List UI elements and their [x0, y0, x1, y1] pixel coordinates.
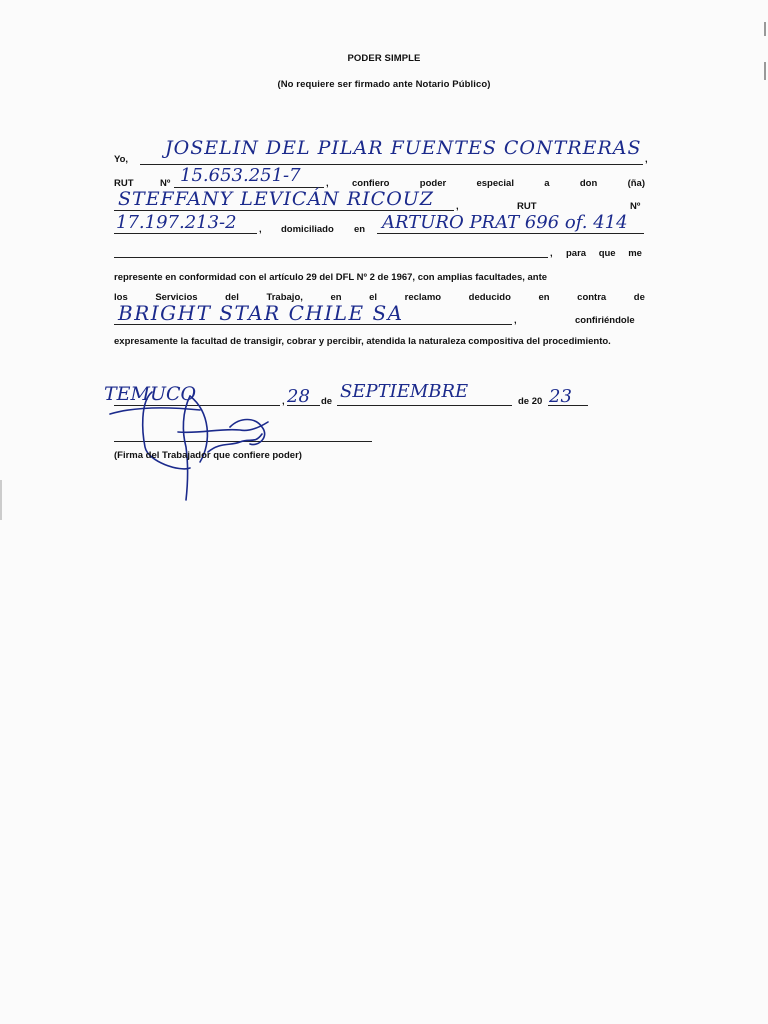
paragraph-expresamente: expresamente la facultad de transigir, cobrar y percibir, atendida la naturaleza compositiva del procedimiento.	[114, 336, 611, 347]
word: Servicios	[155, 292, 198, 303]
comma: ,	[282, 396, 285, 407]
comma: ,	[259, 224, 262, 235]
scan-edge-mark	[0, 480, 2, 520]
agent-name-handwritten: STEFFANY LEVICÁN RICOUZ	[118, 188, 434, 210]
agent-rut-handwritten: 17.197.213-2	[116, 212, 237, 233]
word: de	[633, 292, 645, 303]
address-handwritten: ARTURO PRAT 696 of. 414	[382, 212, 628, 233]
comma: ,	[550, 248, 553, 259]
year-handwritten: 23	[549, 386, 572, 407]
word: Trabajo,	[266, 292, 303, 303]
para-que-me	[566, 248, 645, 259]
label-rut: RUT	[114, 178, 134, 189]
word: en	[538, 292, 550, 303]
agent-rut-line	[114, 233, 257, 234]
comma: ,	[514, 315, 517, 326]
word: a	[544, 178, 550, 189]
scan-edge-mark	[764, 62, 766, 80]
grantor-name-handwritten: JOSELIN DEL PILAR FUENTES CONTRERAS	[165, 137, 642, 159]
comma: ,	[645, 154, 648, 165]
word: los	[114, 292, 128, 303]
word: reclamo	[404, 292, 442, 303]
signature-scribble	[90, 372, 290, 512]
label-domiciliado: domiciliado	[281, 224, 334, 235]
label-yo: Yo,	[114, 154, 129, 165]
comma: ,	[326, 178, 329, 189]
word: (ña)	[627, 178, 645, 189]
document-title: PODER SIMPLE	[347, 53, 421, 64]
month-handwritten: SEPTIEMBRE	[340, 381, 469, 402]
word: confiero	[352, 178, 390, 189]
address-continuation-line	[114, 257, 548, 258]
word: del	[225, 292, 239, 303]
word: deducido	[468, 292, 511, 303]
label-no-agent: Nº	[630, 201, 641, 212]
word: en	[330, 292, 342, 303]
day-handwritten: 28	[287, 386, 310, 407]
para-que-me-text: para que me	[566, 248, 642, 259]
word: especial	[476, 178, 514, 189]
city-handwritten: TEMUCO	[104, 383, 197, 405]
word: poder	[419, 178, 447, 189]
label-rut-agent: RUT	[517, 201, 537, 212]
word: el	[369, 292, 378, 303]
agent-name-line	[114, 210, 454, 211]
address-line	[377, 233, 644, 234]
label-de: de	[321, 396, 333, 407]
label-confiriendole: confiriéndole	[575, 315, 635, 326]
label-no: Nº	[160, 178, 171, 189]
signature-caption: (Firma del Trabajador que confiere poder)	[114, 450, 302, 461]
document-subtitle: (No requiere ser firmado ante Notario Público)	[277, 79, 491, 90]
word: don	[579, 178, 598, 189]
label-en: en	[354, 224, 366, 235]
grantor-rut-handwritten: 15.653.251-7	[180, 165, 301, 186]
employer-handwritten: BRIGHT STAR CHILE SA	[118, 301, 404, 325]
month-line	[337, 405, 512, 406]
label-de-year: de 20	[518, 396, 543, 407]
paragraph-represente: represente en conformidad con el artículo 29 del DFL Nº 2 de 1967, con amplias facultades, ante	[114, 272, 548, 283]
word: contra	[577, 292, 607, 303]
scan-edge-mark	[764, 22, 766, 36]
comma: ,	[456, 201, 459, 212]
